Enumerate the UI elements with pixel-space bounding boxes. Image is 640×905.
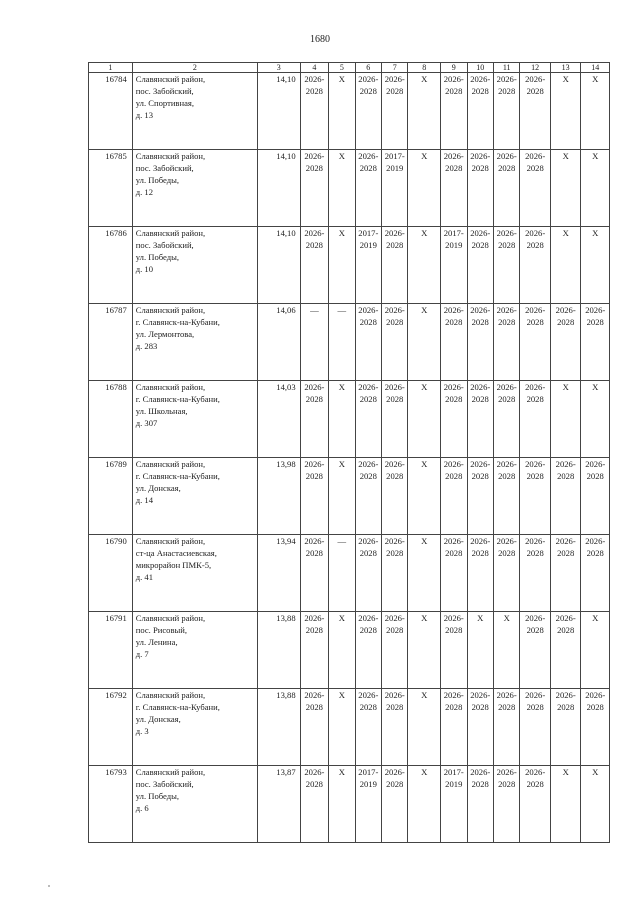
address-line: Славянский район,: [135, 613, 206, 623]
period-cell: 2026-2028: [441, 612, 467, 689]
area-value: 14,10: [257, 150, 300, 227]
period-cell: Х: [329, 766, 355, 843]
period-cell: 2026-2028: [355, 612, 381, 689]
period-cell: Х: [408, 612, 441, 689]
period-cell: 2026-2028: [300, 612, 328, 689]
period-cell: 2026-2028: [382, 766, 408, 843]
record-number: 16792: [89, 689, 133, 766]
table-row: [89, 150, 610, 227]
period-cell: 2026-2028: [300, 766, 328, 843]
period-cell: 2026-2028: [355, 73, 381, 150]
address-line: пос. Забойский,: [135, 240, 194, 250]
address-line: ул. Спортивная,: [135, 98, 194, 108]
period-cell: Х: [408, 381, 441, 458]
period-cell: Х: [550, 150, 581, 227]
address-line: Славянский район,: [135, 305, 206, 315]
address-line: ул. Ленина,: [135, 637, 178, 647]
address-line: ул. Победы,: [135, 791, 180, 801]
table-row: [89, 227, 610, 304]
address-line: Славянский район,: [135, 459, 206, 469]
period-cell: 2026-2028: [493, 381, 519, 458]
table-row: [89, 458, 610, 535]
period-cell: 2026-2028: [493, 689, 519, 766]
table-row: [89, 689, 610, 766]
address-line: пос. Забойский,: [135, 779, 194, 789]
scan-speck: [48, 885, 50, 887]
period-cell: 2026-2028: [520, 150, 551, 227]
period-cell: Х: [581, 227, 610, 304]
address-cell: [132, 73, 257, 150]
period-cell: 2026-2028: [441, 304, 467, 381]
period-cell: Х: [408, 304, 441, 381]
period-cell: 2026-2028: [550, 458, 581, 535]
address-line: д. 10: [135, 264, 154, 274]
period-cell: 2026-2028: [581, 535, 610, 612]
period-cell: Х: [329, 227, 355, 304]
address-line: ул. Лермонтова,: [135, 329, 195, 339]
column-header: 10: [467, 63, 493, 73]
period-cell: Х: [408, 689, 441, 766]
record-number: 16790: [89, 535, 133, 612]
period-cell: 2026-2028: [441, 73, 467, 150]
address-line: Славянский район,: [135, 536, 206, 546]
period-cell: 2026-2028: [300, 381, 328, 458]
period-cell: Х: [467, 612, 493, 689]
area-value: 14,06: [257, 304, 300, 381]
column-header: 7: [382, 63, 408, 73]
address-line: д. 3: [135, 726, 149, 736]
period-cell: 2026-2028: [493, 227, 519, 304]
area-value: 13,98: [257, 458, 300, 535]
address-line: г. Славянск-на-Кубани,: [135, 394, 220, 404]
address-line: Славянский район,: [135, 690, 206, 700]
area-value: 13,88: [257, 689, 300, 766]
period-cell: 2026-2028: [467, 73, 493, 150]
period-cell: Х: [581, 150, 610, 227]
period-cell: 2026-2028: [355, 689, 381, 766]
period-cell: Х: [329, 458, 355, 535]
period-cell: 2026-2028: [520, 689, 551, 766]
period-cell: 2026-2028: [441, 689, 467, 766]
address-line: г. Славянск-на-Кубани,: [135, 471, 220, 481]
column-header: 5: [329, 63, 355, 73]
address-cell: [132, 612, 257, 689]
period-cell: 2026-2028: [493, 73, 519, 150]
period-cell: 2026-2028: [441, 458, 467, 535]
record-number: 16788: [89, 381, 133, 458]
address-cell: [132, 227, 257, 304]
period-cell: Х: [550, 73, 581, 150]
period-cell: 2026-2028: [355, 381, 381, 458]
area-value: 14,03: [257, 381, 300, 458]
period-cell: 2026-2028: [467, 535, 493, 612]
address-line: д. 14: [135, 495, 154, 505]
period-cell: 2026-2028: [493, 150, 519, 227]
address-cell: [132, 150, 257, 227]
period-cell: 2026-2028: [382, 73, 408, 150]
period-cell: 2026-2028: [382, 227, 408, 304]
period-cell: —: [329, 535, 355, 612]
period-cell: 2026-2028: [467, 304, 493, 381]
address-line: д. 6: [135, 803, 149, 813]
period-cell: 2026-2028: [493, 458, 519, 535]
address-line: пос. Забойский,: [135, 86, 194, 96]
area-value: 13,94: [257, 535, 300, 612]
column-header: 3: [257, 63, 300, 73]
period-cell: Х: [493, 612, 519, 689]
period-cell: Х: [581, 766, 610, 843]
record-number: 16791: [89, 612, 133, 689]
record-number: 16789: [89, 458, 133, 535]
period-cell: 2026-2028: [382, 381, 408, 458]
address-line: ул. Донская,: [135, 714, 181, 724]
period-cell: 2026-2028: [581, 458, 610, 535]
address-line: микрорайон ПМК-5,: [135, 560, 212, 570]
period-cell: 2026-2028: [520, 227, 551, 304]
period-cell: Х: [581, 612, 610, 689]
period-cell: 2026-2028: [382, 612, 408, 689]
period-cell: 2026-2028: [355, 150, 381, 227]
period-cell: 2026-2028: [467, 150, 493, 227]
period-cell: Х: [329, 612, 355, 689]
record-number: 16784: [89, 73, 133, 150]
period-cell: Х: [329, 381, 355, 458]
address-line: ул. Донская,: [135, 483, 181, 493]
period-cell: 2017-2019: [441, 766, 467, 843]
period-cell: Х: [408, 766, 441, 843]
period-cell: 2026-2028: [382, 689, 408, 766]
record-number: 16786: [89, 227, 133, 304]
period-cell: Х: [581, 381, 610, 458]
column-header: 13: [550, 63, 581, 73]
address-cell: [132, 381, 257, 458]
period-cell: 2026-2028: [493, 304, 519, 381]
period-cell: 2026-2028: [520, 612, 551, 689]
period-cell: 2026-2028: [520, 73, 551, 150]
area-value: 13,87: [257, 766, 300, 843]
period-cell: 2017-2019: [382, 150, 408, 227]
record-number: 16793: [89, 766, 133, 843]
period-cell: 2026-2028: [382, 535, 408, 612]
area-value: 14,10: [257, 73, 300, 150]
period-cell: Х: [550, 766, 581, 843]
period-cell: 2026-2028: [441, 381, 467, 458]
address-line: Славянский район,: [135, 228, 206, 238]
period-cell: 2026-2028: [441, 535, 467, 612]
address-cell: [132, 535, 257, 612]
address-line: ул. Победы,: [135, 175, 180, 185]
period-cell: 2017-2019: [441, 227, 467, 304]
period-cell: 2026-2028: [300, 535, 328, 612]
period-cell: 2017-2019: [355, 766, 381, 843]
period-cell: 2026-2028: [300, 73, 328, 150]
area-value: 14,10: [257, 227, 300, 304]
column-header: 2: [132, 63, 257, 73]
period-cell: 2026-2028: [520, 535, 551, 612]
address-line: г. Славянск-на-Кубани,: [135, 702, 220, 712]
period-cell: 2026-2028: [467, 227, 493, 304]
period-cell: Х: [408, 535, 441, 612]
address-cell: [132, 458, 257, 535]
header-row: [89, 63, 610, 73]
period-cell: Х: [550, 381, 581, 458]
address-line: Славянский район,: [135, 767, 206, 777]
address-line: д. 13: [135, 110, 154, 120]
period-cell: Х: [408, 227, 441, 304]
address-line: д. 7: [135, 649, 149, 659]
period-cell: 2026-2028: [300, 689, 328, 766]
period-cell: 2026-2028: [467, 766, 493, 843]
period-cell: —: [329, 304, 355, 381]
period-cell: 2026-2028: [581, 304, 610, 381]
table-row: [89, 381, 610, 458]
period-cell: 2026-2028: [581, 689, 610, 766]
period-cell: 2026-2028: [550, 304, 581, 381]
address-line: д. 41: [135, 572, 154, 582]
record-number: 16785: [89, 150, 133, 227]
address-cell: [132, 689, 257, 766]
address-line: Славянский район,: [135, 151, 206, 161]
period-cell: Х: [329, 73, 355, 150]
column-header: 14: [581, 63, 610, 73]
period-cell: 2026-2028: [520, 304, 551, 381]
period-cell: 2026-2028: [520, 766, 551, 843]
address-line: ст-ца Анастасиевская,: [135, 548, 217, 558]
address-cell: [132, 304, 257, 381]
page-number: 1680: [310, 34, 330, 45]
period-cell: 2026-2028: [300, 458, 328, 535]
address-line: ул. Победы,: [135, 252, 180, 262]
address-line: пос. Забойский,: [135, 163, 194, 173]
period-cell: Х: [329, 150, 355, 227]
table-row: [89, 612, 610, 689]
record-number: 16787: [89, 304, 133, 381]
column-header: 9: [441, 63, 467, 73]
table-row: [89, 535, 610, 612]
column-header: 4: [300, 63, 328, 73]
address-cell: [132, 766, 257, 843]
period-cell: 2026-2028: [467, 689, 493, 766]
period-cell: Х: [581, 73, 610, 150]
address-line: д. 12: [135, 187, 154, 197]
period-cell: 2026-2028: [355, 304, 381, 381]
address-line: г. Славянск-на-Кубани,: [135, 317, 220, 327]
address-line: ул. Школьная,: [135, 406, 188, 416]
period-cell: —: [300, 304, 328, 381]
address-line: д. 283: [135, 341, 158, 351]
period-cell: 2026-2028: [520, 458, 551, 535]
period-cell: 2026-2028: [382, 458, 408, 535]
address-line: Славянский район,: [135, 382, 206, 392]
period-cell: 2026-2028: [550, 689, 581, 766]
period-cell: 2026-2028: [355, 535, 381, 612]
period-cell: 2026-2028: [467, 458, 493, 535]
address-line: пос. Рисовый,: [135, 625, 188, 635]
period-cell: 2026-2028: [550, 612, 581, 689]
table-row: [89, 304, 610, 381]
column-header: 11: [493, 63, 519, 73]
column-header: 1: [89, 63, 133, 73]
period-cell: 2026-2028: [300, 150, 328, 227]
period-cell: 2026-2028: [550, 535, 581, 612]
period-cell: Х: [408, 73, 441, 150]
period-cell: Х: [550, 227, 581, 304]
table-row: [89, 73, 610, 150]
period-cell: Х: [329, 689, 355, 766]
column-header: 8: [408, 63, 441, 73]
column-header: 12: [520, 63, 551, 73]
period-cell: 2026-2028: [467, 381, 493, 458]
period-cell: 2026-2028: [300, 227, 328, 304]
table-row: [89, 766, 610, 843]
address-line: д. 307: [135, 418, 158, 428]
column-header: 6: [355, 63, 381, 73]
area-value: 13,88: [257, 612, 300, 689]
period-cell: 2026-2028: [520, 381, 551, 458]
period-cell: 2026-2028: [493, 535, 519, 612]
period-cell: Х: [408, 150, 441, 227]
register-table: [88, 62, 610, 843]
period-cell: Х: [408, 458, 441, 535]
period-cell: 2026-2028: [382, 304, 408, 381]
address-line: Славянский район,: [135, 74, 206, 84]
period-cell: 2026-2028: [441, 150, 467, 227]
period-cell: 2017-2019: [355, 227, 381, 304]
period-cell: 2026-2028: [493, 766, 519, 843]
period-cell: 2026-2028: [355, 458, 381, 535]
